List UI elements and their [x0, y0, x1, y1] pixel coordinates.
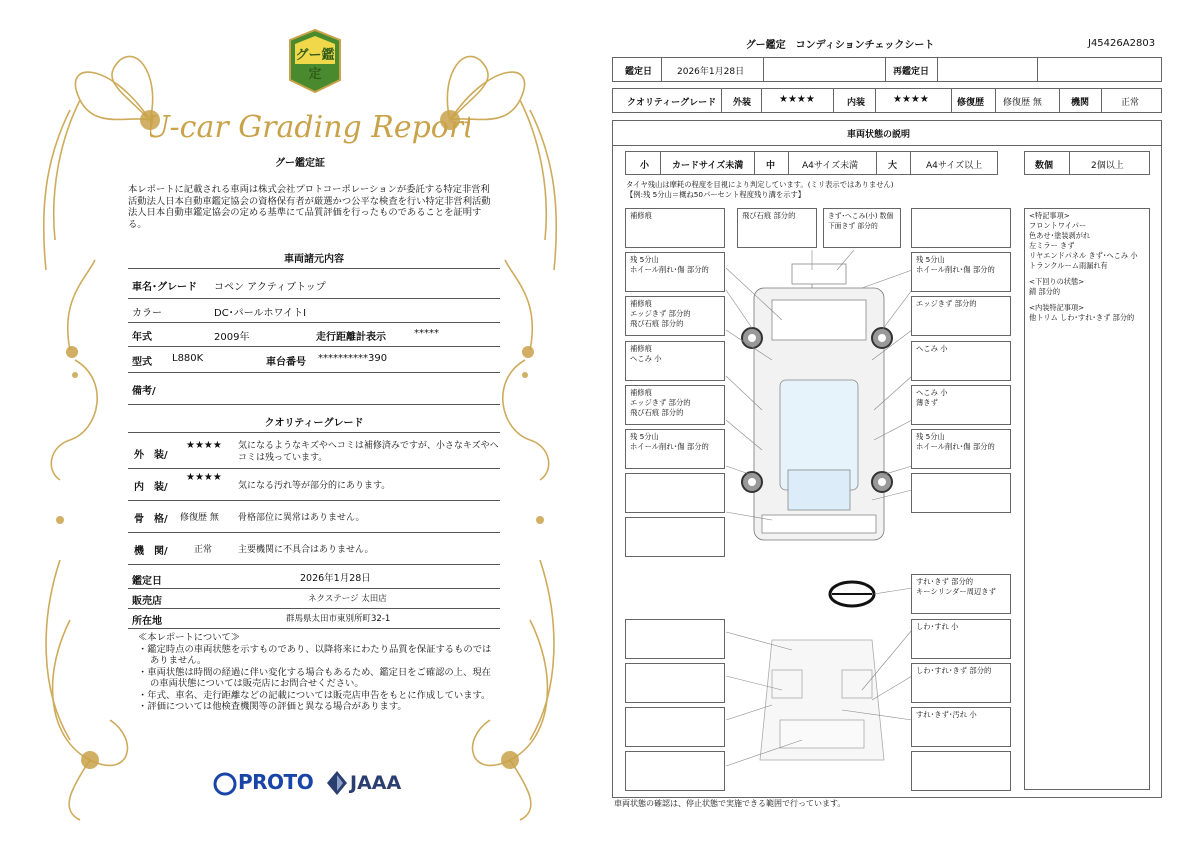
certificate-subtitle: グー鑑定証	[275, 158, 325, 169]
damage-box-int-right-1	[911, 574, 1011, 614]
damage-note: ホイール削れ･傷 部分的	[916, 442, 995, 451]
damage-note: 残 5分山	[916, 432, 945, 441]
damage-box-int-left-4	[625, 751, 725, 791]
special-note: トランクルーム雨漏れ有	[1029, 261, 1108, 270]
damage-note: きず･へこみ(小) 数個	[828, 212, 894, 220]
size-medium-desc: A4サイズ未満	[802, 161, 859, 171]
damage-note: 下面きず 部分的	[828, 222, 878, 230]
repair-value: 修復歴 無	[1003, 98, 1042, 108]
special-note: 左ミラー きず	[1029, 241, 1075, 250]
model-value: L880K	[172, 353, 204, 364]
count-desc: 2個以上	[1091, 161, 1124, 171]
size-large: 大	[888, 161, 898, 171]
frame-comment: 骨格部位に異常はありません。	[238, 513, 365, 523]
damage-note: キーシリンダー周辺きず	[916, 587, 996, 596]
exterior-comment: 気になるようなキズやヘコミは補修済みですが、小さなキズやヘコミは残っています。	[238, 441, 499, 463]
special-note: リヤエンドパネル きず･へこみ 小	[1029, 251, 1138, 260]
damage-note: エッジきず 部分的	[630, 309, 691, 318]
tire-note-2: 【例:残 5分山＝概ね50パーセント程度残り溝を示す】	[626, 190, 806, 199]
damage-note: へこみ 小	[916, 388, 948, 397]
quality-row-engine	[128, 532, 500, 565]
appraisal-date-value: 2026年1月28日	[300, 573, 371, 584]
damage-box-ext-right-3	[911, 341, 1011, 381]
damage-note: エッジきず 部分的	[916, 299, 977, 308]
damage-note: 飛び石痕 部分的	[630, 408, 684, 417]
damage-note: すれ･きず 部分的	[916, 577, 974, 586]
address-value: 群馬県太田市東別所町32-1	[286, 614, 391, 624]
damage-box-ext-top-3	[911, 208, 1011, 248]
damage-box-int-left-3	[625, 707, 725, 747]
quality-row-exterior	[128, 436, 500, 469]
damage-box-ext-left-3	[625, 296, 725, 336]
damage-note: エッジきず 部分的	[630, 398, 691, 407]
address-label: 所在地	[132, 616, 162, 627]
notes-title: ≪本レポートについて≫	[138, 632, 241, 643]
quality-row-frame	[128, 500, 500, 533]
tire-note-1: タイヤ残山は摩耗の程度を目視により判定しています。(ミリ表示ではありません)	[626, 180, 894, 189]
damage-box-ext-right-5	[911, 429, 1011, 469]
size-small-desc: カードサイズ未満	[672, 161, 744, 171]
divider	[128, 432, 500, 433]
damage-box-int-right-3	[911, 663, 1011, 703]
damage-note: すれ･きず･汚れ 小	[916, 710, 977, 719]
reappraisal-label: 再鑑定日	[893, 67, 930, 77]
badge-text: グー鑑定	[295, 48, 335, 82]
condition-heading: 車両状態の説明	[847, 130, 911, 140]
damage-box-ext-right-2	[911, 296, 1011, 336]
date-value: 2026年1月28日	[677, 67, 745, 77]
quality-row-interior	[128, 468, 500, 501]
date-label: 鑑定日	[625, 67, 653, 77]
name-value: コペン アクティブトップ	[214, 282, 326, 293]
shop-value: ネクステージ 太田店	[308, 594, 387, 604]
report-title-text: U-car Grading Report	[150, 110, 470, 145]
size-large-desc: A4サイズ以上	[926, 161, 983, 171]
divider	[128, 268, 500, 269]
size-legend	[625, 151, 998, 175]
damage-box-ext-left-7	[625, 473, 725, 513]
size-small: 小	[640, 161, 650, 171]
spec-row-year	[128, 322, 500, 347]
spec-row-remarks	[128, 372, 500, 405]
year-value: 2009年	[214, 332, 250, 343]
interior-comment: 気になる汚れ等が部分的にあります。	[238, 481, 391, 491]
damage-box-ext-right-6	[911, 473, 1011, 513]
damage-note: しわ･すれ･きず 部分的	[916, 666, 992, 675]
grade-row	[612, 88, 1162, 113]
damage-box-ext-left-2	[625, 252, 725, 292]
quality-heading: クオリティーグレード	[264, 418, 364, 429]
chassis-value: **********390	[318, 353, 388, 364]
damage-note: ホイール削れ･傷 部分的	[630, 265, 709, 274]
damage-box-int-left-1	[625, 619, 725, 659]
damage-note: 残 5分山	[916, 255, 945, 264]
spec-row-model	[128, 346, 500, 373]
damage-box-int-left-2	[625, 663, 725, 703]
note-item: ・評価については他検査機関等の評価と異なる場合があります。	[138, 701, 407, 712]
damage-note: しわ･すれ 小	[916, 622, 959, 631]
damage-box-ext-left-6	[625, 429, 725, 469]
chassis-label: 車台番号	[266, 357, 306, 368]
sheet-footer: 車両状態の確認は、停止状態で実施できる範囲で行っています。	[614, 799, 846, 808]
sheet-title: グー鑑定 コンディションチェックシート	[745, 40, 935, 51]
certificate-description: 本レポートに記載される車両は株式会社プロトコーポレーションが委託する特定非営利活動法人日本自動車鑑定協会の資格保有者が厳選かつ公平な検査を行い特定非営利活動法人日本自動車鑑定協会の定める基準にて品質評価を行ったものであることを証明する。	[128, 184, 491, 230]
name-label: 車名･グレード	[132, 282, 197, 293]
special-notes-heading: <特記事項>	[1029, 211, 1070, 220]
mileage-value: *****	[414, 328, 439, 339]
count-legend	[1024, 151, 1150, 175]
underbody-note: 錆 部分的	[1029, 287, 1061, 296]
damage-note: 補修痕	[630, 299, 652, 308]
special-note: フロントワイパー	[1029, 221, 1087, 230]
damage-note: へこみ 小	[916, 344, 948, 353]
damage-note: 補修痕	[630, 211, 652, 220]
count-label: 数個	[1035, 161, 1054, 171]
damage-box-ext-right-1	[911, 252, 1011, 292]
interior-note: 他トリム しわ･すれ･きず 部分的	[1029, 313, 1135, 322]
note-item: ・車両状態は時間の経過に伴い変化する場合もあるため、鑑定日をご確認の上、現在の車両状態については販売店にお問合せください。	[138, 666, 491, 689]
sheet-id: J45426A2803	[1088, 38, 1156, 49]
specs-heading: 車両諸元内容	[284, 254, 344, 265]
damage-box-ext-right-4	[911, 385, 1011, 425]
damage-box-ext-top-2	[823, 208, 901, 248]
color-value: DC･パールホワイトI	[214, 308, 307, 319]
proto-logo: PROTO	[238, 770, 314, 794]
special-notes-box	[1024, 208, 1150, 790]
shop-label: 販売店	[132, 596, 162, 607]
exterior-stars: ★★★★	[186, 440, 222, 451]
frame-label: 骨 格/	[134, 514, 168, 525]
repair-label: 修復歴	[957, 98, 985, 108]
proto-logo-icon	[213, 772, 237, 796]
damage-note: へこみ 小	[630, 354, 662, 363]
underbody-heading: <下回りの状態>	[1029, 277, 1085, 286]
engine-value: 正常	[194, 545, 213, 555]
mileage-label: 走行距離計表示	[316, 332, 386, 343]
exterior-label: 外装	[733, 98, 752, 108]
note-item: ・鑑定時点の車両状態を示すものであり、以降将来にわたり品質を保証するものではありません。	[138, 643, 492, 666]
damage-note: 残 5分山	[630, 432, 659, 441]
damage-box-ext-top-1	[737, 208, 817, 248]
quality-grade-label: クオリティーグレード	[627, 98, 717, 108]
model-label: 型式	[132, 357, 152, 368]
damage-note: 飛び石痕 部分的	[742, 211, 796, 220]
report-title	[150, 103, 470, 149]
engine-comment: 主要機関に不具合はありません。	[238, 545, 374, 555]
header-row	[612, 57, 1162, 82]
damage-note: 薄きず	[916, 398, 938, 407]
remarks-label: 備考/	[132, 386, 156, 397]
shop-row	[128, 588, 500, 609]
interior-label: 内 装/	[134, 482, 168, 493]
size-medium: 中	[766, 161, 776, 171]
frame-value: 修復歴 無	[180, 513, 219, 523]
spec-row-name	[128, 272, 500, 299]
damage-note: 飛び石痕 部分的	[630, 319, 684, 328]
spec-row-color	[128, 298, 500, 323]
jaaa-logo: JAAA	[350, 772, 402, 794]
interior-label: 内装	[847, 98, 866, 108]
color-label: カラー	[132, 308, 162, 319]
jaaa-logo-icon	[326, 770, 348, 796]
year-label: 年式	[132, 332, 152, 343]
damage-box-int-right-5	[911, 751, 1011, 791]
engine-label: 機関	[1071, 98, 1090, 108]
damage-box-int-right-4	[911, 707, 1011, 747]
exterior-label: 外 装/	[134, 450, 168, 461]
damage-note: ホイール削れ･傷 部分的	[916, 265, 995, 274]
report-notes	[138, 632, 498, 713]
exterior-value: ★★★★	[779, 94, 815, 105]
special-note: 色あせ･塗装剥がれ	[1029, 231, 1091, 240]
engine-label: 機 関/	[134, 546, 168, 557]
damage-note: 残 5分山	[630, 255, 659, 264]
damage-box-ext-left-1	[625, 208, 725, 248]
damage-box-ext-left-8	[625, 517, 725, 557]
interior-notes-heading: <内装特記事項>	[1029, 303, 1085, 312]
damage-box-ext-left-5	[625, 385, 725, 425]
appraisal-date-row	[128, 568, 500, 589]
damage-note: 補修痕	[630, 344, 652, 353]
engine-value: 正常	[1121, 98, 1140, 108]
damage-box-int-right-2	[911, 619, 1011, 659]
interior-value: ★★★★	[893, 94, 929, 105]
interior-stars: ★★★★	[186, 472, 222, 483]
damage-box-ext-left-4	[625, 341, 725, 381]
damage-note: ホイール削れ･傷 部分的	[630, 442, 709, 451]
note-item: ・年式、車名、走行距離などの記載については販売店申告をもとに作成しています。	[138, 689, 491, 701]
address-row	[128, 608, 500, 629]
appraisal-date-label: 鑑定日	[132, 576, 162, 587]
damage-note: 補修痕	[630, 388, 652, 397]
